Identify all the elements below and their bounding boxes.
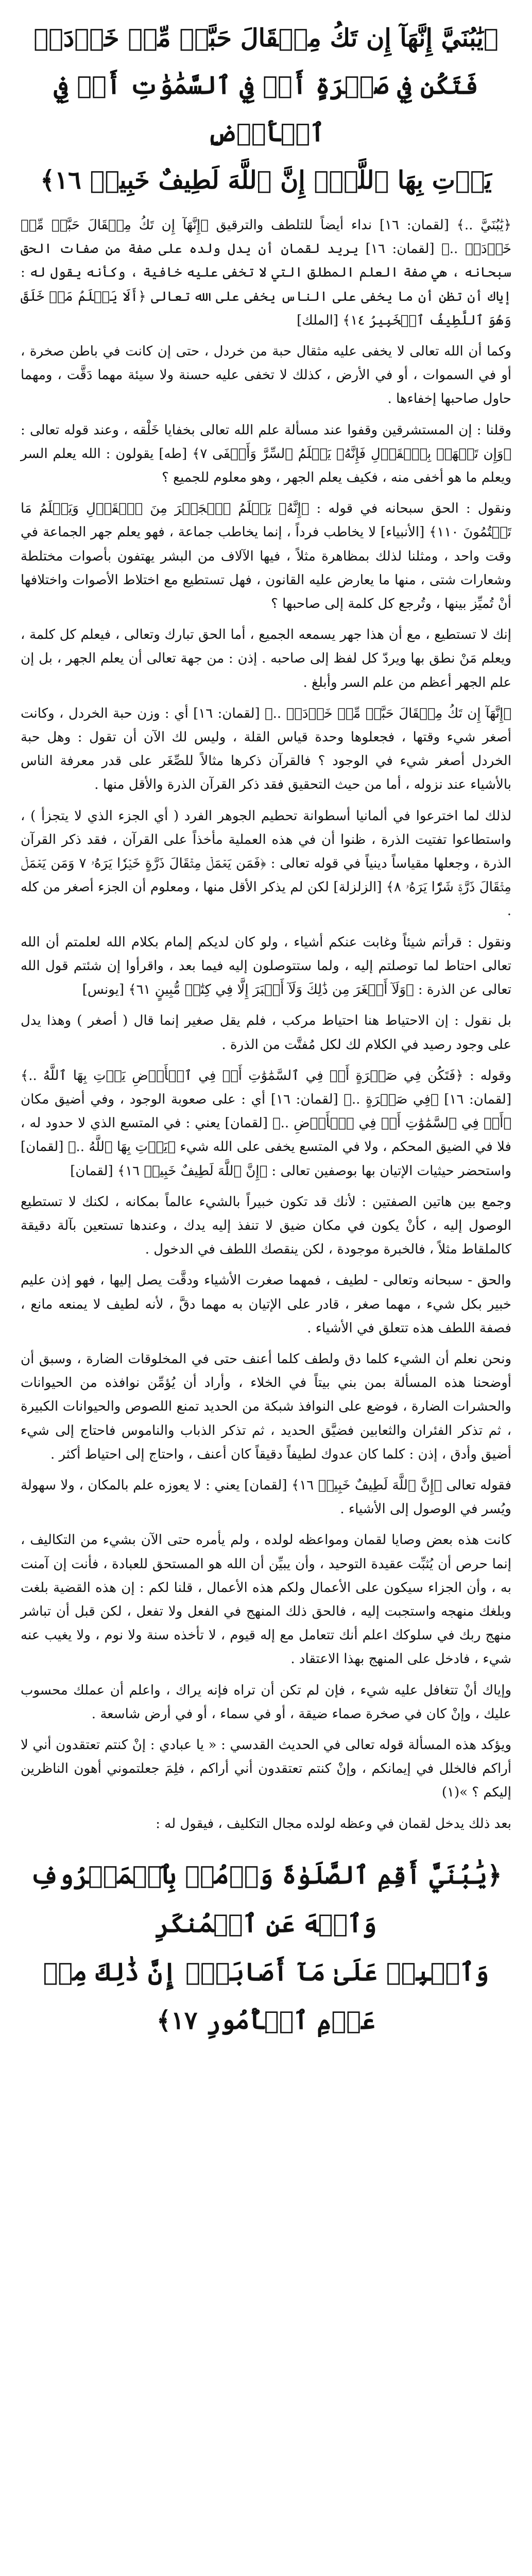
verse-line: فَتَكُن فِي صَخۡرَةٍ أَوۡ فِي ٱلسَّمَٰوَٰتِ أَوۡ فِي ٱلۡأَرۡضِ [54, 71, 478, 147]
paragraph: كانت هذه بعض وصايا لقمان ومواعظه لولده ، ولم يأمره حتى الآن بشيء من التكاليف ، إنما حرص أن يُثبِّت عقيدة التوحيد ، وأن يبيِّن أن الله هو المستحق للعبادة ، فأنت إن آمنت به ، وأن الجزاء سيكون على الأعمال ولكم هذه الأعمال ، قلنا لكم : إن هذه القضية بلغت وبلغك منهجه واستجبت إليه ، فالحق ذلك المنهج في الفعل ولا تفعل ، لكن قبل أن تباشر منهج ربك في سلوكك اعلم أنك تتعامل مع إله قيوم ، لا تأخذه سنة ولا نوم ، ولا يغيب عنه شيء ، فادخل على المنهج بهذا الاعتقاد . [21, 1532, 511, 1667]
paragraph: وكما أن الله تعالى لا يخفى عليه مثقال حبة من خردل ، حتى إن كانت في باطن صخرة ، أو في السموات ، أو في الأرض ، كذلك لا تخفى عليه حسنة ولا سيئة مهما دَقَّت ، ومهما حاول صاحبها إخفاءها . [21, 344, 511, 407]
paragraph: والحق - سبحانه وتعالى - لطيف ، فمهما صغرت الأشياء ودقَّت يصل إليها ، فهو إذن عليم خبير بكل شيء ، مهما صغر ، قادر على الإتيان به مهما دقَّ ، لأنه لطيف لا يمنعه مانع ، فصفة اللطف هذه تتعلق في الأشياء . [21, 1273, 511, 1336]
paragraph: لذلك لما اخترعوا في ألمانيا أسطوانة تحطيم الجوهر الفرد ( أي الجزء الذي لا يتجزأ ) ، واستطاعوا تفتيت الذرة ، ظنوا أن في هذه العملية مأخذاً على القرآن ، فقد ذكر القرآن الذرة ، وجعلها مقياساً دينياً في قوله تعالى : ﴿فَمَن يَعۡمَلۡ مِثۡقَالَ ذَرَّةٍ خَيۡرٗا يَرَهُۥ ٧ وَمَن يَعۡمَلۡ مِثۡقَالَ ذَرَّةٖ شَرّٗا يَرَهُۥ ٨﴾ [الزلزلة] لكن لم يذكر الأقل منها ، ومعلوم أن الجزء أصغر من كله . [21, 808, 511, 919]
paragraph: ونحن نعلم أن الشيء كلما دق ولطف كلما أعنف حتى في المخلوقات الضارة ، وسبق أن أوضحنا هذه المسألة بمن بني بيتاً في الخلاء ، وأراد أن يُؤمِّن نوافذه من الحيوانات والحشرات الضارة ، فوضع على النوافذ شبكة من الحديد تمنع اللصوص والحيوانات الكبيرة ، ثم تذكر الفئران والثعابين فضيَّق الحديد ، ثم تذكر الذباب والناموس فاحتاج إلى شيء أضيق وأدق ، إذن : كلما كان عدوك لطيفاً دقيقاً كان أعنف ، واحتاج إلى احتياط أكثر . [21, 1351, 511, 1462]
paragraph: ﴿يَٰبُنَيَّ ..﴾ [لقمان: ١٦] نداء أيضاً للتلطف والترقيق ﴿إِنَّهَآ إِن تَكُ مِثۡقَالَ حَبَّةٖ مِّنۡ خَرۡدَلٖ ..﴾ [لقمان: ١٦] يريد لقمان أن يدل ولده على صفة من صفات الحق سبحانه ، هي صفة العلم المطلق التي لا تخفى عليه خافية ، وكأنه يقول له : إياك أن تظن أن ما يخفى على الناس يخفى على الله تعالى ﴿أَلَا يَعۡلَمُ مَنۡ خَلَقَ وَهُوَ ٱللَّطِيفُ ٱلۡخَبِيرُ ١٤﴾ [الملك] [21, 217, 512, 328]
paragraph: بل نقول : إن الاحتياط هنا احتياط مركب ، فلم يقل صغير إنما قال ( أصغر ) وهذا يدل على وجود رصيد في الكلام لك لكل مُفتَّت من الذرة . [21, 1013, 511, 1053]
verse-line: وَٱصۡبِرۡ عَلَىٰ مَآ أَصَابَكَۖ إِنَّ ذَٰلِكَ مِنۡ عَزۡمِ ٱلۡأُمُورِ ١٧﴾ [43, 1957, 489, 2035]
verse-line: يَأۡتِ بِهَا ٱللَّهُۚ إِنَّ ٱللَّهَ لَطِيفٌ خَبِيرٞ ١٦﴾ [40, 166, 492, 195]
paragraph: وإياك أنْ تتغافل عليه شيء ، فإن لم تكن أن تراه فإنه يراك ، واعلم أن عملك محسوب عليك ، وإنْ كان في صخرة صماء ضيقة ، أو في سماء ، أو في أرض شاسعة . [21, 1682, 511, 1722]
paragraph: ونقول : قرأتم شيئاً وغابت عنكم أشياء ، ولو كان لديكم إلمام بكلام الله لعلمتم أن الله تعالى احتاط لما توصلتم إليه ، ولما ستتوصلون إليه فيما بعد ، واقرأوا إن شئتم قول الله تعالى عن الذرة : ﴿وَلَآ أَصۡغَرَ مِن ذَٰلِكَ وَلَآ أَكۡبَرَ إِلَّا فِي كِتَٰبٖ مُّبِينٍ ٦١﴾ [يونس] [21, 934, 511, 998]
verse-line: ﴿يَٰبُنَيَّ إِنَّهَآ إِن تَكُ مِثۡقَالَ حَبَّةٖ مِّنۡ خَرۡدَلٖ [33, 24, 499, 53]
paragraph: ويؤكد هذه المسألة قوله تعالى في الحديث القدسي : « يا عبادي : إنْ كنتم تعتقدون أني لا أراكم فالخلل في إيمانكم ، وإنْ كنتم تعتقدون أني أراكم ، فلِمَ جعلتموني أهون الناظرين إليكم ؟ »(١) [21, 1737, 511, 1801]
paragraph: بعد ذلك يدخل لقمان في وعظه لولده مجال التكليف ، فيقول له : [156, 1816, 511, 1832]
paragraph: إنك لا تستطيع ، مع أن هذا جهر يسمعه الجميع ، أما الحق تبارك وتعالى ، فيعلم كل كلمة ، ويعلم مَنْ نطق بها ويردّ كل لفظ إلى صاحبه . إذن : من جهة تعالى أن يعلم الجهر ، بل إن علم الجهر أعظم من علم السر وأبلغ . [21, 627, 511, 690]
paragraph: فقوله تعالى ﴿إِنَّ ٱللَّهَ لَطِيفٌ خَبِيرٞ ١٦﴾ [لقمان] يعني : لا يعوزه علم بالمكان ، ولا سهولة ويُسر في الوصول إلى الأشياء . [21, 1477, 511, 1517]
paragraph: وقلنا : إن المستشرقين وقفوا عند مسألة علم الله تعالى بخفايا خَلْقه ، وعند قوله تعالى : ﴿وَإِن تَجۡهَرۡ بِٱلۡقَوۡلِ فَإِنَّهُۥ يَعۡلَمُ ٱلسِّرَّ وَأَخۡفَى ٧﴾ [طه] يقولون : الله يعلم السر ويعلم ما هو أخفى منه ، فكيف يعلم الجهر ، وهو معلوم للجميع ؟ [21, 422, 511, 486]
paragraph: ونقول : الحق سبحانه في قوله : ﴿إِنَّهُۥ يَعۡلَمُ ٱلۡجَهۡرَ مِنَ ٱلۡقَوۡلِ وَيَعۡلَمُ مَا تَكۡتُمُونَ ١١٠﴾ [الأنبياء] لا يخاطب فرداً ، إنما يخاطب جماعة ، فهو يعلم جهر الجماعة في وقت واحد ، ومثلنا لذلك بمظاهرة مثلاً ، فيها الآلاف من البشر يهتفون بأصوات مختلطة وشعارات شتى ، منها ما يعارض عليه القانون ، فهل تستطيع مع اختلاط الأصوات واختلافها أنْ تُميِّز بينها ، وتُرجع كل كلمة إلى صاحبها ؟ [21, 501, 511, 612]
verse-line: ﴿يَٰبُنَيَّ أَقِمِ ٱلصَّلَوٰةَ وَأۡمُرۡ بِٱلۡمَعۡرُوفِ وَٱنۡهَ عَنِ ٱلۡمُنكَرِ [30, 1860, 502, 1938]
paragraph: وقوله : ﴿فَتَكُن فِي صَخۡرَةٍ أَوۡ فِي ٱلسَّمَٰوَٰتِ أَوۡ فِي ٱلۡأَرۡضِ يَأۡتِ بِهَا ٱللَّهُ ..﴾ [لقمان: ١٦] ﴿فِي صَخۡرَةٍ ..﴾ [لقمان: ١٦] أي : على صعوبة الوجود ، وفي أضيق مكان ﴿أَوۡ فِي ٱلسَّمَٰوَٰتِ أَوۡ فِي ٱلۡأَرۡضِ ..﴾ [لقمان] يعني : في المتسع الذي لا حدود له ، فلا في الضيق المحكم ، ولا في المتسع يخفى على الله شيء ﴿يَأۡتِ بِهَا ٱللَّهُ ..﴾ [لقمان] واستحضر حيثيات الإتيان بها بوصفين تعالى : ﴿إِنَّ ٱللَّهَ لَطِيفٌ خَبِيرٞ ١٦﴾ [لقمان] [21, 1067, 512, 1179]
paragraph: وجمع بين هاتين الصفتين : لأنك قد تكون خبيراً بالشيء عالماً بمكانه ، لكنك لا تستطيع الوصول إليه ، كأنْ يكون في مكان ضيق لا تنفذ إليه يدك ، وعندها تستعين بآلة دقيقة كالملقاط مثلاً ، فالخبرة موجودة ، لكن ينقصك اللطف في الدخول . [21, 1194, 511, 1258]
quran-verse-header [21, 14, 511, 204]
commentary-body [21, 213, 511, 1836]
quran-verse-closing [21, 1851, 511, 2045]
paragraph: ﴿إِنَّهَآ إِن تَكُ مِثۡقَالَ حَبَّةٖ مِّنۡ خَرۡدَلٖ ..﴾ [لقمان: ١٦] أي : وزن حبة الخردل ، وكانت أصغر شيء وقتها ، فجعلوها وحدة قياس القلة ، وليس لك الآن أن تقول : وهل حبة الخردل أصغر شيء في الوجود ؟ فالقرآن ذكرها مثالاً للصِّغَر على قدر معرفة الناس بالأشياء عند نزوله ، أما من حيث التحقيق فقد ذكر القرآن الذرة والأقل منها . [21, 705, 511, 793]
